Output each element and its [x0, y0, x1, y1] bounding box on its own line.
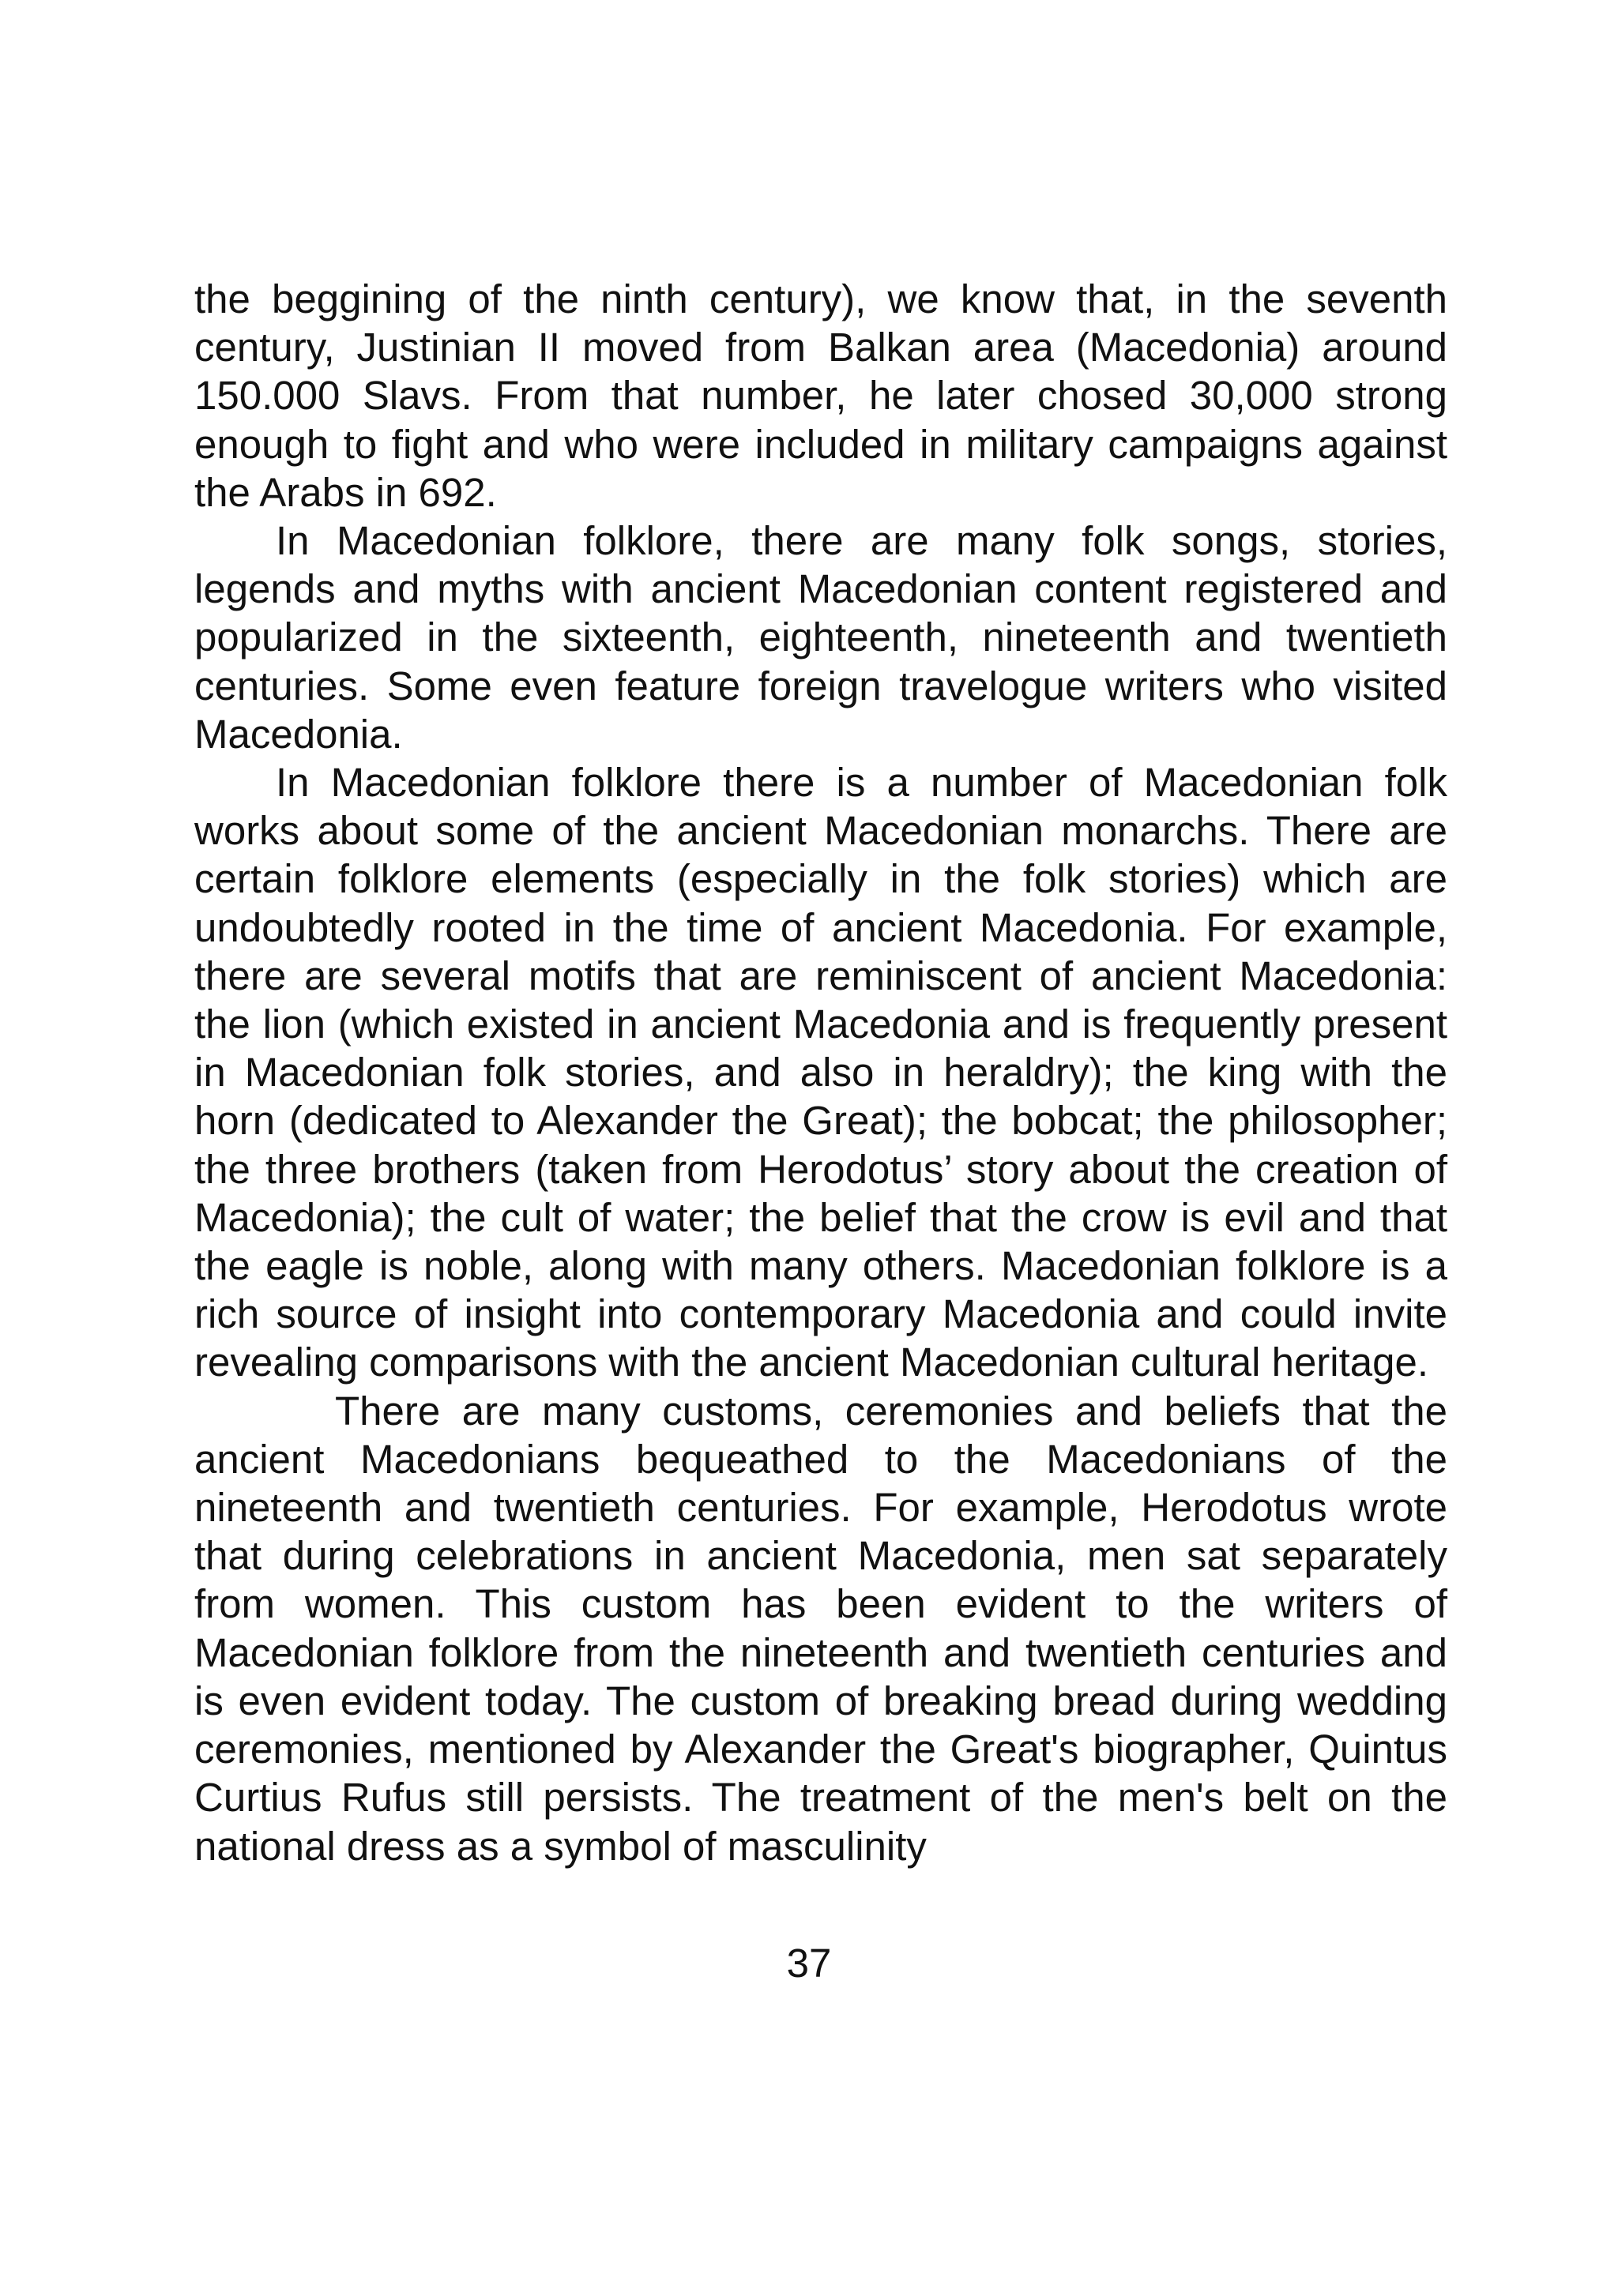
- page-number: 37: [786, 1941, 832, 1986]
- paragraph-folklore-monarchs: In Macedonian folklore there is a number of Macedonian folk works about some of the ancient Macedonian monarchs. There are certain folklore elements (especially in the folk stories) which are undoubtedly rooted in the time of ancient Macedonia. For example, there are several motifs that are reminiscent of ancient Macedonia: the lion (which existed in ancient Macedonia and is frequently present in Macedonian folk stories, and also in heraldry); the king with the horn (dedicated to Alexander the Great); the bobcat; the philosopher; the three brothers (taken from Herodotus’ story about the creation of Macedonia); the cult of water; the belief that the crow is evil and that the eagle is noble, along with many others. Macedonian folklore is a rich source of insight into contemporary Macedonia and could invite revealing comparisons with the ancient Macedonian cultural heritage.: [194, 760, 1447, 1385]
- body-text: [194, 275, 1447, 1870]
- paragraph-continuation: the beggining of the ninth century), we know that, in the seventh century, Justinian II moved from Balkan area (Macedonia) around 150.000 Slavs. From that number, he later chosed 30,000 strong enough to fight and who were included in military campaigns against the Arabs in 692.: [194, 276, 1447, 515]
- paragraph-customs: There are many customs, ceremonies and beliefs that the ancient Macedonians bequeathed to the Macedonians of the nineteenth and twentieth centuries. For example, Herodotus wrote that during celebrations in ancient Macedonia, men sat separately from women. This custom has been evident to the writers of Macedonian folklore from the nineteenth and twentieth centuries and is even evident today. The custom of breaking bread during wedding ceremonies, mentioned by Alexander the Great's biographer, Quintus Curtius Rufus still persists. The treatment of the men's belt on the national dress as a symbol of masculinity: [194, 1388, 1447, 1869]
- paragraph-folklore-content: In Macedonian folklore, there are many folk songs, stories, legends and myths with ancient Macedonian content registered and popularized in the sixteenth, eighteenth, nineteenth and twentieth centuries. Some even feature foreign travelogue writers who visited Macedonia.: [194, 518, 1447, 757]
